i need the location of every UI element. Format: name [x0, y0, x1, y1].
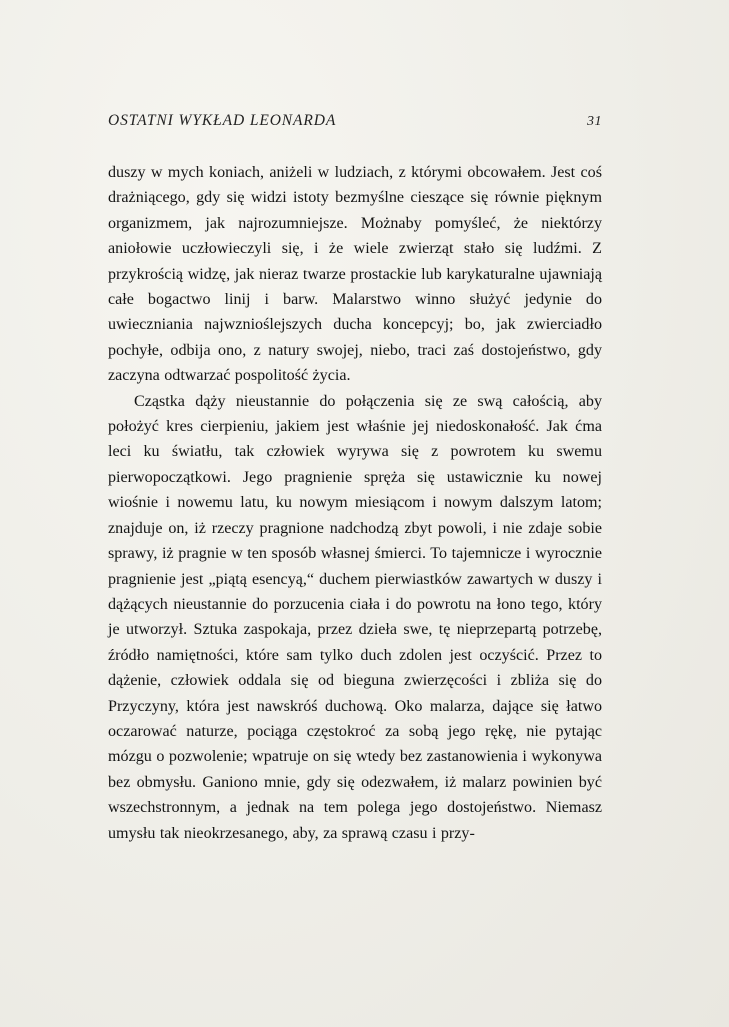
page-content — [108, 112, 602, 846]
page-header — [108, 112, 602, 130]
body-text — [108, 160, 602, 846]
running-head: OSTATNI WYKŁAD LEONARDA — [108, 112, 337, 129]
paragraph: duszy w mych koniach, aniżeli w ludziach, z którymi obcowałem. Jest coś drażniącego, gdy się widzi istoty bezmyślne cieszące się równie pięknym organizmem, jak najrozumniejsze. Możnaby pomyśleć, że niektórzy aniołowie uczłowieczyli się, i że wiele zwierząt stało się ludźmi. Z przykrością widzę, jak nieraz twarze prostackie lub karykaturalne ujawniają całe bogactwo linij i barw. Malarstwo winno służyć jedynie do uwieczniania najwznioślejszych ducha koncepcyj; bo, jak zwierciadło pochyłe, odbija ono, z natury swojej, niebo, traci zaś dostojeństwo, gdy zaczyna odtwarzać pospolitość życia. — [108, 164, 602, 385]
page-number: 31 — [587, 114, 602, 129]
paragraph: Cząstka dąży nieustannie do połączenia się ze swą całością, aby położyć kres cierpieniu, jakiem jest właśnie jej niedoskonałość. Jak ćma leci ku światłu, tak człowiek wyrywa się z powrotem ku swemu pierwopoczątkowi. Jego pragnienie spręża się ustawicznie ku nowej wiośnie i nowemu latu, ku nowym miesiącom i nowym dalszym latom; znajduje on, iż rzeczy pragnione nadchodzą zbyt powoli, i nie zdaje sobie sprawy, iż pragnie w ten sposób własnej śmierci. To tajemnicze i wyrocznie pragnienie jest „piątą esencyą,“ duchem pierwiastków zawartych w duszy i dążących nieustannie do porzucenia ciała i do powrotu na łono tego, który je utworzył. Sztuka zaspokaja, przez dzieła swe, tę nieprzepartą potrzebę, źródło namiętności, które sam tylko duch zdolen jest oczyścić. Przez to dążenie, człowiek oddala się od bieguna zwierzęcości i zbliża się do Przyczyny, która jest nawskróś duchową. Oko malarza, dające się łatwo oczarować naturze, pociąga częstokroć za sobą jego rękę, nie pytając mózgu o pozwolenie; wpatruje on się wtedy bez zastanowienia i wykonywa bez obmysłu. Ganiono mnie, gdy się odezwałem, iż malarz powinien być wszechstronnym, a jednak na tem polega jego dostojeństwo. Niemasz umysłu tak nieokrzesanego, aby, za sprawą czasu i przy- — [108, 392, 602, 842]
